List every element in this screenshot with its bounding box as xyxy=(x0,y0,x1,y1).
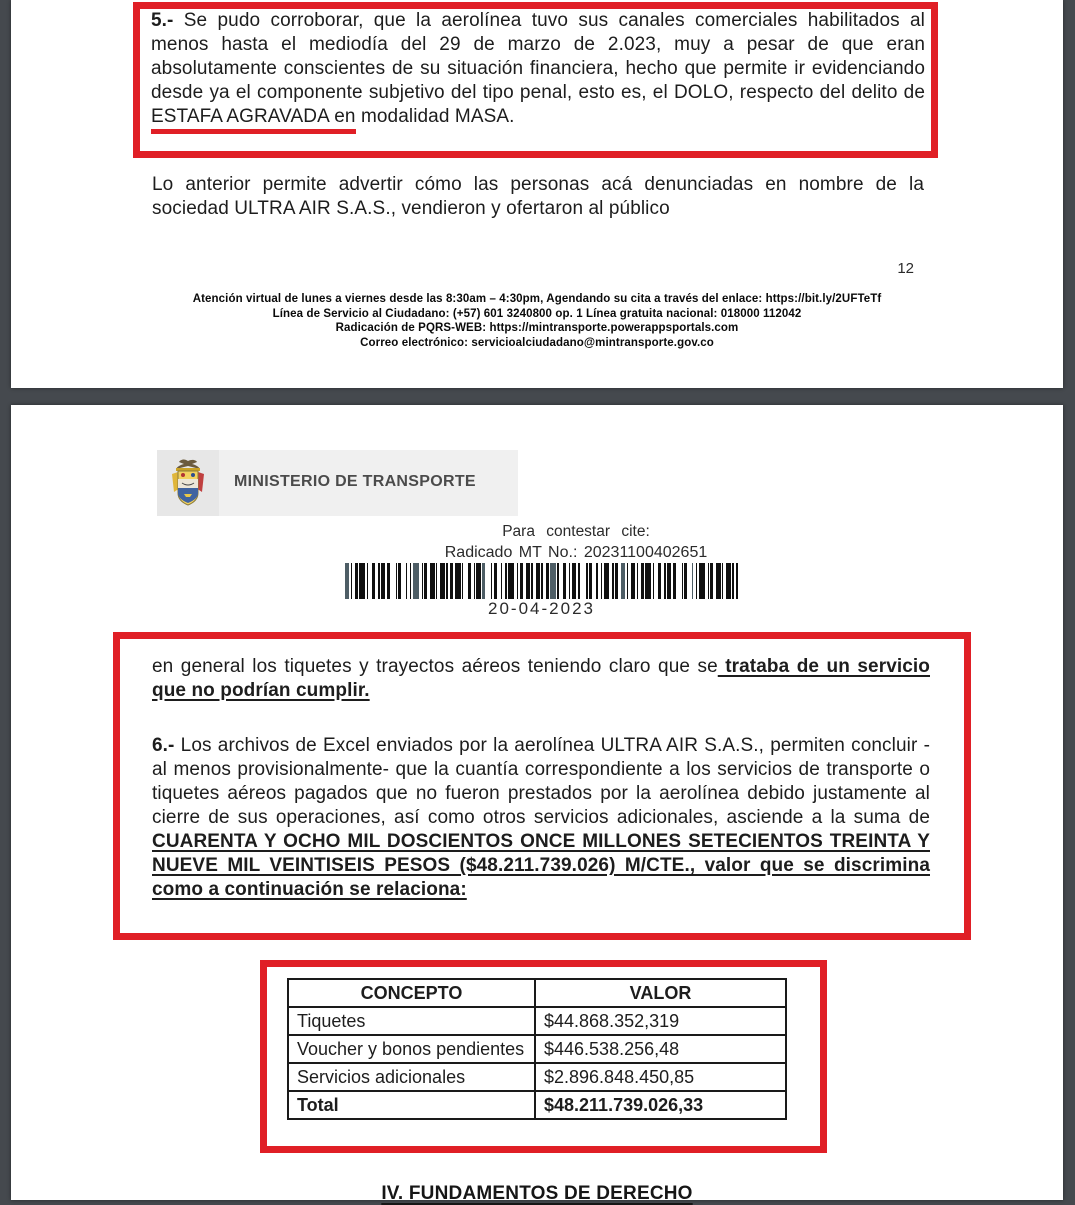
table-cell-concepto: Tiquetes xyxy=(288,1007,535,1035)
table-row xyxy=(288,1063,786,1091)
footer-line-2: Línea de Servicio al Ciudadano: (+57) 601 3240800 op. 1 Línea gratuita nacional: 018000 112042 xyxy=(272,307,802,320)
ministry-letterhead xyxy=(157,450,518,516)
table-cell-valor: $44.868.352,319 xyxy=(535,1007,786,1035)
paragraph-5-tail: modalidad MASA. xyxy=(355,106,515,127)
footer-line-3: Radicación de PQRS-WEB: https://mintransporte.powerappsportals.com xyxy=(335,322,739,334)
paragraph-6-body: Los archivos de Excel enviados por la aerolínea ULTRA AIR S.A.S., permiten concluir -al menos provisionalmente- que la cuantía correspondiente a los servicios de transporte o tiquetes aéreos pagados que no fueron prestados por la aerolínea debido justamente al cierre de sus operaciones, así como otros servicios adicionales, asciende a la suma de xyxy=(152,735,930,828)
paragraph-6-amount-underlined: CUARENTA Y OCHO MIL DOSCIENTOS ONCE MILLONES SETECIENTOS TREINTA Y NUEVE MIL VEINTISEIS PESOS ($48.211.739.026) M/CTE., valor que se discrimina como a continuación se relaciona: xyxy=(152,831,930,900)
paragraph-intro xyxy=(152,655,930,703)
table-cell-valor: $2.896.848.450,85 xyxy=(535,1063,786,1091)
cite-block xyxy=(371,523,781,562)
paragraph-intro-underlined: trataba de un servicio que no podrían cumplir. xyxy=(152,656,930,701)
pdf-page-1 xyxy=(11,0,1063,388)
table-header-valor: VALOR xyxy=(535,979,786,1007)
table-cell-concepto: Servicios adicionales xyxy=(288,1063,535,1091)
table-row xyxy=(288,1035,786,1063)
barcode-date: 20-04-2023 xyxy=(488,599,595,618)
radicado-number: Radicado MT No.: 20231100402651 xyxy=(444,544,708,561)
section-heading: IV. FUNDAMENTOS DE DERECHO xyxy=(381,1183,693,1204)
page-number: 12 xyxy=(897,260,914,277)
cite-label: Para contestar cite: xyxy=(502,523,650,540)
table-header-row xyxy=(288,979,786,1007)
footer-line-4: Correo electrónico: servicioalciudadano@mintransporte.gov.co xyxy=(360,336,714,349)
paragraph-6 xyxy=(152,734,930,902)
ministry-title: MINISTERIO DE TRANSPORTE xyxy=(234,473,476,490)
table-header-concepto: CONCEPTO xyxy=(288,979,535,1007)
paragraph-lo-anterior: Lo anterior permite advertir cómo las personas acá denunciadas en nombre de la sociedad ULTRA AIR S.A.S., vendieron y ofertaron al público xyxy=(152,174,924,219)
paragraph-intro-normal: en general los tiquetes y trayectos aéreos teniendo claro que se xyxy=(152,656,718,677)
table-cell-valor: $446.538.256,48 xyxy=(535,1035,786,1063)
table-cell-concepto: Voucher y bonos pendientes xyxy=(288,1035,535,1063)
table-cell-valor: $48.211.739.026,33 xyxy=(535,1091,786,1119)
paragraph-6-number: 6.- xyxy=(152,735,175,756)
table-cell-concepto: Total xyxy=(288,1091,535,1119)
table-row-total xyxy=(288,1091,786,1119)
paragraph-5-red-underline: ESTAFA AGRAVADA en xyxy=(151,106,356,134)
amounts-table xyxy=(287,978,787,1120)
table-row xyxy=(288,1007,786,1035)
footer-line-1: Atención virtual de lunes a viernes desde las 8:30am – 4:30pm, Agendando su cita a través del enlace: https://bit.ly/2UFTeTf xyxy=(192,293,882,305)
barcode xyxy=(345,563,738,599)
pdf-page-2 xyxy=(11,405,1063,1204)
colombia-coat-of-arms-icon xyxy=(157,450,219,516)
paragraph-5 xyxy=(151,9,925,129)
paragraph-5-body: Se pudo corroborar, que la aerolínea tuvo sus canales comerciales habilitados al menos hasta el mediodía del 29 de marzo de 2.023, muy a pesar de que eran absolutamente conscientes de su situación financiera, hecho que permite ir evidenciando desde ya el componente subjetivo del tipo penal, esto es, el DOLO, respecto del delito de xyxy=(151,10,925,103)
paragraph-5-number: 5.- xyxy=(151,10,174,31)
page-footer xyxy=(11,292,1063,350)
